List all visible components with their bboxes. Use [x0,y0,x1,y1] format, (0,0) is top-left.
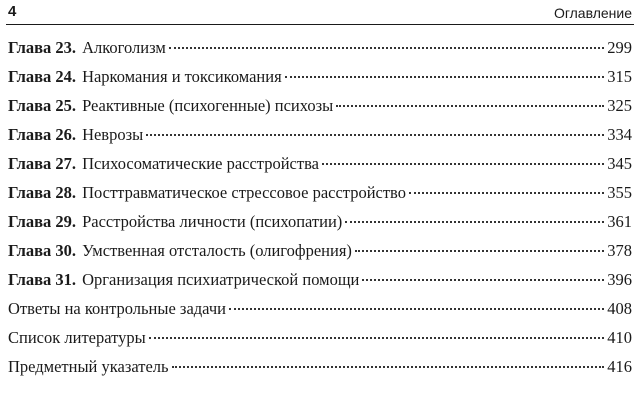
entry-title: Умственная отсталость (олигофрения) [82,241,352,260]
entry-title: Ответы на контрольные задачи [8,299,226,318]
running-head [6,0,632,26]
entry-page-number: 408 [607,299,632,318]
dot-leader [149,337,605,339]
dot-leader [146,134,604,136]
entry-page-number: 315 [607,67,632,86]
toc-entry-references [8,323,632,352]
entry-title: Организация психиатрической помощи [82,270,360,289]
dot-leader [355,250,604,252]
entry-page-number: 299 [607,38,632,57]
entry-title: Наркомания и токсикомания [82,67,282,86]
toc-entry-chapter-24 [8,62,632,91]
dot-leader [409,192,604,194]
entry-page-number: 378 [607,241,632,260]
table-of-contents [8,33,632,381]
chapter-label: Глава 28. [8,183,77,202]
dot-leader [229,308,604,310]
page-number: 4 [8,3,17,20]
dot-leader [362,279,604,281]
entry-title: Реактивные (психогенные) психозы [82,96,334,115]
dot-leader [336,105,604,107]
dot-leader [322,163,604,165]
dot-leader [285,76,605,78]
toc-entry-chapter-26 [8,120,632,149]
dot-leader [345,221,604,223]
toc-entry-answers [8,294,632,323]
entry-title: Предметный указатель [8,357,169,376]
chapter-label: Глава 26. [8,125,77,144]
entry-page-number: 416 [607,357,632,376]
entry-title: Посттравматическое стрессовое расстройство [82,183,406,202]
toc-entry-chapter-28 [8,178,632,207]
toc-entry-chapter-27 [8,149,632,178]
entry-title: Расстройства личности (психопатии) [82,212,343,231]
chapter-label: Глава 29. [8,212,77,231]
entry-page-number: 334 [607,125,632,144]
entry-page-number: 361 [607,212,632,231]
entry-page-number: 345 [607,154,632,173]
entry-title: Психосоматические расстройства [82,154,319,173]
toc-entry-chapter-29 [8,207,632,236]
entry-page-number: 396 [607,270,632,289]
chapter-label: Глава 24. [8,67,77,86]
toc-entry-chapter-31 [8,265,632,294]
dot-leader [172,366,605,368]
toc-entry-chapter-23 [8,33,632,62]
entry-title: Неврозы [82,125,144,144]
entry-title: Алкоголизм [82,38,166,57]
entry-page-number: 410 [607,328,632,347]
header-rule [6,24,634,25]
toc-entry-chapter-30 [8,236,632,265]
chapter-label: Глава 27. [8,154,77,173]
entry-page-number: 325 [607,96,632,115]
entry-page-number: 355 [607,183,632,202]
dot-leader [169,47,604,49]
section-title: Оглавление [553,5,632,21]
toc-entry-chapter-25 [8,91,632,120]
toc-entry-subject-index [8,352,632,381]
chapter-label: Глава 31. [8,270,77,289]
chapter-label: Глава 23. [8,38,77,57]
chapter-label: Глава 25. [8,96,77,115]
chapter-label: Глава 30. [8,241,77,260]
entry-title: Список литературы [8,328,146,347]
